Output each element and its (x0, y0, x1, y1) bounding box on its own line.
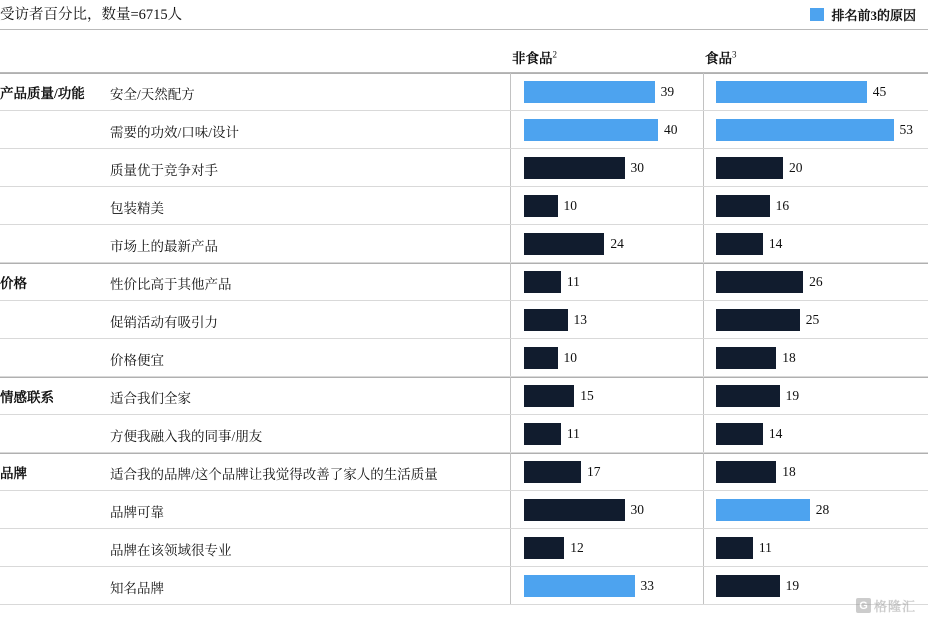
bar-value-food: 25 (805, 312, 820, 327)
bar-food (716, 271, 803, 293)
row-label: 促销活动有吸引力 (110, 315, 218, 330)
bar-value-food: 26 (809, 274, 823, 289)
bar-food (716, 537, 753, 559)
column-separator (510, 111, 511, 149)
watermark (856, 596, 916, 615)
column-separator (703, 339, 704, 377)
bar-nonfood (524, 347, 558, 369)
column-separator (510, 415, 511, 453)
column-separator (510, 187, 511, 225)
table-row (0, 339, 928, 377)
column-separator (703, 73, 704, 111)
bar-value-nonfood: 12 (570, 540, 584, 555)
column-header-food-label: 食品 (705, 51, 732, 66)
bar-value-nonfood: 33 (640, 578, 655, 593)
row-label: 市场上的最新产品 (110, 239, 218, 254)
bar-food (716, 195, 770, 217)
bar-nonfood (524, 81, 655, 103)
category-label: 产品质量/功能 (0, 86, 85, 101)
table-row (0, 301, 928, 339)
column-separator (510, 453, 511, 491)
chart-legend (810, 5, 916, 24)
column-separator (703, 453, 704, 491)
bar-value-food: 20 (789, 160, 803, 175)
bar-food (716, 499, 810, 521)
table-row (0, 73, 928, 111)
bar-value-nonfood: 10 (563, 350, 577, 365)
table-row (0, 491, 928, 529)
bar-nonfood (524, 119, 658, 141)
column-separator (510, 263, 511, 301)
bar-food (716, 157, 783, 179)
column-separator (703, 149, 704, 187)
legend-swatch-top3 (810, 8, 824, 21)
column-separator (703, 263, 704, 301)
chart-header (0, 0, 928, 30)
bar-nonfood (524, 575, 635, 597)
column-separator (703, 415, 704, 453)
bar-nonfood (524, 271, 561, 293)
column-separator (703, 225, 704, 263)
bar-food (716, 233, 763, 255)
watermark-badge: G (856, 598, 871, 613)
column-separator (703, 187, 704, 225)
column-separator (703, 567, 704, 605)
chart-subtitle: 受访者百分比，数量=6715人 (0, 7, 183, 23)
bar-value-food: 19 (785, 388, 800, 403)
table-row (0, 377, 928, 415)
bar-value-nonfood: 40 (664, 122, 678, 137)
bar-value-food: 45 (872, 84, 887, 99)
row-label: 适合我的品牌/这个品牌让我觉得改善了家人的生活质量 (110, 467, 438, 482)
bar-value-food: 18 (782, 464, 796, 479)
bar-nonfood (524, 537, 564, 559)
row-label: 性价比高于其他产品 (110, 277, 232, 292)
bar-value-food: 14 (768, 426, 783, 441)
legend-label-top3: 排名前3的原因 (831, 8, 916, 23)
column-separator (703, 111, 704, 149)
bar-value-nonfood: 11 (566, 274, 580, 289)
bar-food (716, 81, 867, 103)
group-divider (0, 377, 928, 378)
table-row (0, 415, 928, 453)
row-label: 包装精美 (110, 201, 164, 216)
bar-value-food: 16 (775, 198, 790, 213)
chart-grid (0, 73, 928, 605)
row-label: 知名品牌 (110, 581, 164, 596)
column-separator (703, 491, 704, 529)
row-label: 品牌在该领域很专业 (110, 543, 232, 558)
column-separator (703, 301, 704, 339)
column-separator (510, 491, 511, 529)
category-label: 价格 (0, 276, 27, 291)
column-separator (510, 73, 511, 111)
bar-nonfood (524, 461, 581, 483)
category-label: 品牌 (0, 466, 27, 481)
bar-value-nonfood: 30 (630, 502, 644, 517)
row-label: 适合我们全家 (110, 391, 191, 406)
column-separator (510, 301, 511, 339)
bar-value-nonfood: 11 (566, 426, 580, 441)
column-separator (703, 377, 704, 415)
bar-value-food: 28 (815, 502, 830, 517)
column-separator (703, 529, 704, 567)
table-row (0, 453, 928, 491)
row-label: 质量优于竞争对手 (110, 163, 218, 178)
bar-value-nonfood: 15 (580, 388, 594, 403)
column-separator (510, 339, 511, 377)
bar-value-food: 14 (768, 236, 783, 251)
bar-value-nonfood: 24 (610, 236, 624, 251)
group-divider (0, 73, 928, 74)
table-row (0, 149, 928, 187)
bar-nonfood (524, 385, 574, 407)
bar-value-food: 11 (758, 540, 772, 555)
bar-food (716, 461, 776, 483)
column-header-nonfood-label: 非食品 (512, 51, 553, 66)
column-separator (510, 529, 511, 567)
row-label: 安全/天然配方 (110, 87, 195, 102)
bar-nonfood (524, 195, 558, 217)
bar-food (716, 423, 763, 445)
column-separator (510, 225, 511, 263)
row-divider (0, 604, 928, 605)
bar-value-nonfood: 17 (586, 464, 601, 479)
table-row (0, 529, 928, 567)
bar-food (716, 309, 800, 331)
table-row (0, 263, 928, 301)
bar-nonfood (524, 157, 625, 179)
row-label: 价格便宜 (110, 353, 164, 368)
table-row (0, 225, 928, 263)
row-label: 需要的功效/口味/设计 (110, 125, 240, 140)
bar-food (716, 575, 780, 597)
header-divider (0, 29, 928, 30)
bar-value-food: 18 (782, 350, 796, 365)
table-row (0, 111, 928, 149)
row-label: 方便我融入我的同事/朋友 (110, 429, 263, 444)
row-label: 品牌可靠 (110, 505, 164, 520)
bar-food (716, 347, 776, 369)
column-header-nonfood (512, 47, 557, 67)
category-label: 情感联系 (0, 390, 54, 405)
column-header-food (705, 47, 737, 67)
table-row (0, 567, 928, 605)
bar-nonfood (524, 309, 568, 331)
column-header-nonfood-note: 2 (552, 49, 557, 60)
bar-value-nonfood: 13 (573, 312, 588, 327)
bar-value-nonfood: 30 (630, 160, 644, 175)
bar-value-nonfood: 39 (660, 84, 675, 99)
bar-value-food: 53 (899, 122, 914, 137)
watermark-text: 格隆汇 (873, 599, 916, 614)
bar-value-nonfood: 10 (563, 198, 577, 213)
column-separator (510, 567, 511, 605)
column-separator (510, 149, 511, 187)
group-divider (0, 263, 928, 264)
bar-value-food: 19 (785, 578, 800, 593)
bar-nonfood (524, 423, 561, 445)
bar-food (716, 385, 780, 407)
bar-food (716, 119, 894, 141)
bar-nonfood (524, 499, 625, 521)
bar-nonfood (524, 233, 604, 255)
column-separator (510, 377, 511, 415)
group-divider (0, 453, 928, 454)
table-row (0, 187, 928, 225)
column-header-food-note: 3 (732, 49, 737, 60)
